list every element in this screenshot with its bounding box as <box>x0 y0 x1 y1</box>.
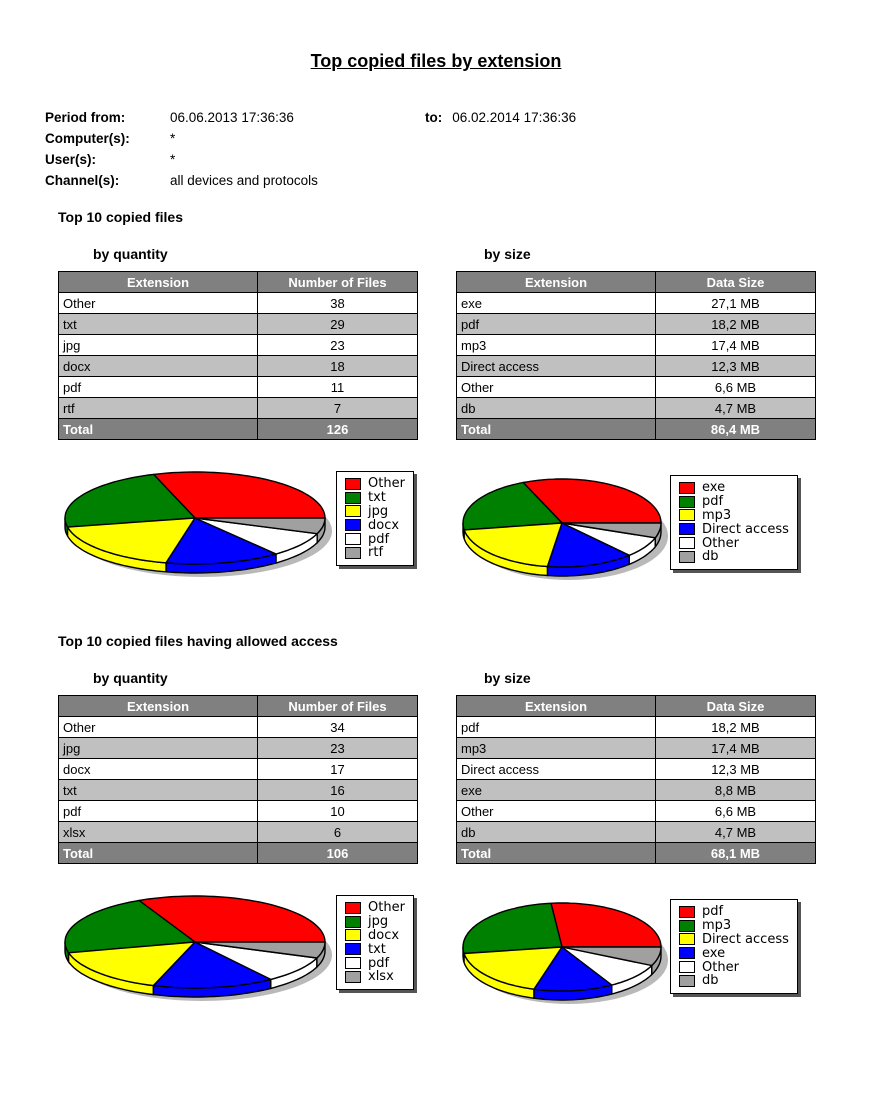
total-label: Total <box>457 843 656 864</box>
extension-cell: Other <box>59 717 258 738</box>
value-cell: 7 <box>258 398 418 419</box>
legend-label: Other <box>702 535 739 551</box>
legend-label: jpg <box>368 503 389 519</box>
computers-label: Computer(s): <box>45 131 130 146</box>
chart-subtitle-quantity: by quantity <box>93 246 168 262</box>
computers-value: * <box>170 131 176 146</box>
meta-channels-row <box>45 170 872 191</box>
data-size-column-header: Data Size <box>656 272 816 293</box>
legend-label: docx <box>368 517 400 533</box>
channels-label: Channel(s): <box>45 173 120 188</box>
extension-cell: Other <box>457 801 656 822</box>
legend-item <box>679 481 789 495</box>
legend-label: xlsx <box>368 969 394 985</box>
table-row <box>59 377 418 398</box>
value-cell: 4,7 MB <box>656 398 816 419</box>
report-page <box>0 50 872 1007</box>
extension-cell: docx <box>59 356 258 377</box>
size-table <box>456 695 816 864</box>
chart-area <box>456 891 816 1007</box>
number-of-files-column-header: Number of Files <box>258 272 418 293</box>
extension-cell: pdf <box>457 717 656 738</box>
value-cell: 4,7 MB <box>656 822 816 843</box>
table-row <box>59 759 418 780</box>
legend-swatch-icon <box>345 505 361 517</box>
quantity-table <box>58 271 418 440</box>
legend-label: Direct access <box>702 931 789 947</box>
value-cell: 12,3 MB <box>656 759 816 780</box>
table-row <box>59 356 418 377</box>
channels-value: all devices and protocols <box>170 173 318 188</box>
legend-item <box>679 495 789 509</box>
legend-label: mp3 <box>702 507 732 523</box>
section-top-copied-files <box>0 209 872 583</box>
table-header-row <box>457 696 816 717</box>
legend-swatch-icon <box>345 478 361 490</box>
legend-item <box>679 550 789 564</box>
total-label: Total <box>59 419 258 440</box>
table-row <box>59 717 418 738</box>
total-value: 126 <box>258 419 418 440</box>
value-cell: 6 <box>258 822 418 843</box>
section-heading: Top 10 copied files having allowed access <box>58 633 338 649</box>
extension-cell: exe <box>457 293 656 314</box>
extension-cell: Direct access <box>457 759 656 780</box>
legend-label: txt <box>368 490 386 506</box>
extension-cell: Direct access <box>457 356 656 377</box>
value-cell: 27,1 MB <box>656 293 816 314</box>
value-cell: 23 <box>258 738 418 759</box>
extension-cell: pdf <box>457 314 656 335</box>
section-top-copied-files-allowed <box>0 633 872 1007</box>
extension-cell: jpg <box>59 738 258 759</box>
value-cell: 11 <box>258 377 418 398</box>
report-meta <box>45 107 872 191</box>
legend-label: exe <box>702 945 726 961</box>
table-row <box>59 801 418 822</box>
total-value: 68,1 MB <box>656 843 816 864</box>
total-label: Total <box>457 419 656 440</box>
size-table <box>456 271 816 440</box>
extension-cell: txt <box>59 780 258 801</box>
size-pie-chart <box>456 467 670 583</box>
extension-cell: Other <box>59 293 258 314</box>
total-value: 86,4 MB <box>656 419 816 440</box>
table-row <box>457 717 816 738</box>
legend-label: docx <box>368 927 400 943</box>
extension-cell: db <box>457 398 656 419</box>
table-row <box>457 314 816 335</box>
total-row <box>59 843 418 864</box>
legend-swatch-icon <box>679 975 695 987</box>
legend-label: rtf <box>368 545 384 561</box>
legend-item <box>679 933 789 947</box>
extension-cell: mp3 <box>457 738 656 759</box>
users-value: * <box>170 152 176 167</box>
legend-item <box>679 536 789 550</box>
value-cell: 8,8 MB <box>656 780 816 801</box>
table-header-row <box>457 272 816 293</box>
table-row <box>457 822 816 843</box>
legend-swatch-icon <box>679 482 695 494</box>
legend-item <box>345 505 405 519</box>
legend-swatch-icon <box>679 947 695 959</box>
legend-swatch-icon <box>345 916 361 928</box>
extension-cell: mp3 <box>457 335 656 356</box>
value-cell: 17 <box>258 759 418 780</box>
legend-item <box>345 942 405 956</box>
legend-item <box>679 974 789 988</box>
data-size-column-header: Data Size <box>656 696 816 717</box>
table-row <box>457 801 816 822</box>
legend-swatch-icon <box>679 537 695 549</box>
table-row <box>59 822 418 843</box>
chart-legend <box>670 475 798 570</box>
table-row <box>457 377 816 398</box>
quantity-table <box>58 695 418 864</box>
legend-label: txt <box>368 941 386 957</box>
total-value: 106 <box>258 843 418 864</box>
extension-cell: rtf <box>59 398 258 419</box>
legend-label: pdf <box>702 904 724 920</box>
legend-swatch-icon <box>345 519 361 531</box>
users-label: User(s): <box>45 152 97 167</box>
extension-cell: xlsx <box>59 822 258 843</box>
extension-column-header: Extension <box>59 696 258 717</box>
legend-item <box>679 946 789 960</box>
legend-label: pdf <box>368 531 390 547</box>
legend-item <box>679 509 789 523</box>
table-row <box>457 293 816 314</box>
extension-cell: exe <box>457 780 656 801</box>
value-cell: 10 <box>258 801 418 822</box>
table-row <box>457 356 816 377</box>
table-row <box>457 398 816 419</box>
legend-label: Other <box>702 959 739 975</box>
value-cell: 6,6 MB <box>656 801 816 822</box>
period-to-value: 06.02.2014 17:36:36 <box>452 110 577 125</box>
legend-item <box>345 901 405 915</box>
legend-swatch-icon <box>345 929 361 941</box>
value-cell: 34 <box>258 717 418 738</box>
chart-subtitle-size: by size <box>484 670 531 686</box>
value-cell: 18,2 MB <box>656 314 816 335</box>
meta-users-row <box>45 149 872 170</box>
chart-legend <box>336 471 414 566</box>
legend-swatch-icon <box>345 533 361 545</box>
chart-legend <box>670 899 798 994</box>
report-title: Top copied files by extension <box>310 51 562 71</box>
extension-column-header: Extension <box>59 272 258 293</box>
table-row <box>59 398 418 419</box>
table-row <box>59 335 418 356</box>
table-row <box>59 780 418 801</box>
table-row <box>457 335 816 356</box>
table-row <box>59 293 418 314</box>
value-cell: 6,6 MB <box>656 377 816 398</box>
legend-item <box>345 491 405 505</box>
table-row <box>59 738 418 759</box>
legend-swatch-icon <box>679 933 695 945</box>
legend-item <box>345 518 405 532</box>
value-cell: 38 <box>258 293 418 314</box>
value-cell: 23 <box>258 335 418 356</box>
legend-item <box>345 956 405 970</box>
value-cell: 12,3 MB <box>656 356 816 377</box>
legend-item <box>345 929 405 943</box>
size-pie-chart <box>456 891 670 1007</box>
table-header-row <box>59 272 418 293</box>
chart-area <box>58 891 418 1007</box>
extension-cell: jpg <box>59 335 258 356</box>
legend-item <box>345 546 405 560</box>
pie-slice <box>464 523 562 567</box>
legend-swatch-icon <box>679 523 695 535</box>
number-of-files-column-header: Number of Files <box>258 696 418 717</box>
legend-label: jpg <box>368 914 389 930</box>
legend-swatch-icon <box>679 496 695 508</box>
table-row <box>457 738 816 759</box>
total-row <box>457 419 816 440</box>
quantity-pie-chart <box>58 891 336 1007</box>
legend-label: Other <box>368 900 405 916</box>
legend-item <box>679 522 789 536</box>
legend-label: Other <box>368 476 405 492</box>
table-header-row <box>59 696 418 717</box>
legend-item <box>345 970 405 984</box>
extension-cell: pdf <box>59 377 258 398</box>
legend-label: exe <box>702 480 726 496</box>
legend-item <box>345 477 405 491</box>
extension-cell: db <box>457 822 656 843</box>
chart-area <box>58 467 418 583</box>
value-cell: 18 <box>258 356 418 377</box>
legend-item <box>679 960 789 974</box>
legend-item <box>345 915 405 929</box>
value-cell: 29 <box>258 314 418 335</box>
section-heading: Top 10 copied files <box>58 209 183 225</box>
quantity-pie-chart <box>58 467 336 583</box>
value-cell: 17,4 MB <box>656 335 816 356</box>
legend-swatch-icon <box>679 509 695 521</box>
chart-area <box>456 467 816 583</box>
period-from-value: 06.06.2013 17:36:36 <box>170 110 294 125</box>
legend-swatch-icon <box>345 547 361 559</box>
extension-column-header: Extension <box>457 272 656 293</box>
legend-swatch-icon <box>345 943 361 955</box>
total-label: Total <box>59 843 258 864</box>
meta-period-row <box>45 107 872 128</box>
pie-slice <box>551 903 661 947</box>
legend-label: Direct access <box>702 521 789 537</box>
chart-legend <box>336 895 414 990</box>
legend-swatch-icon <box>345 957 361 969</box>
extension-column-header: Extension <box>457 696 656 717</box>
legend-swatch-icon <box>679 961 695 973</box>
legend-swatch-icon <box>345 492 361 504</box>
value-cell: 17,4 MB <box>656 738 816 759</box>
period-from-label: Period from: <box>45 110 126 125</box>
pie-slice <box>463 903 562 953</box>
legend-swatch-icon <box>679 551 695 563</box>
legend-swatch-icon <box>679 920 695 932</box>
legend-label: db <box>702 549 719 565</box>
extension-cell: txt <box>59 314 258 335</box>
meta-computers-row <box>45 128 872 149</box>
legend-swatch-icon <box>345 902 361 914</box>
legend-swatch-icon <box>679 906 695 918</box>
legend-item <box>679 919 789 933</box>
legend-label: pdf <box>368 955 390 971</box>
legend-item <box>345 532 405 546</box>
legend-swatch-icon <box>345 971 361 983</box>
extension-cell: docx <box>59 759 258 780</box>
legend-item <box>679 905 789 919</box>
chart-subtitle-size: by size <box>484 246 531 262</box>
value-cell: 16 <box>258 780 418 801</box>
total-row <box>457 843 816 864</box>
total-row <box>59 419 418 440</box>
chart-subtitle-quantity: by quantity <box>93 670 168 686</box>
extension-cell: pdf <box>59 801 258 822</box>
table-row <box>457 780 816 801</box>
legend-label: db <box>702 973 719 989</box>
table-row <box>457 759 816 780</box>
legend-label: pdf <box>702 494 724 510</box>
to-label: to: <box>425 110 443 125</box>
legend-label: mp3 <box>702 918 732 934</box>
value-cell: 18,2 MB <box>656 717 816 738</box>
table-row <box>59 314 418 335</box>
extension-cell: Other <box>457 377 656 398</box>
